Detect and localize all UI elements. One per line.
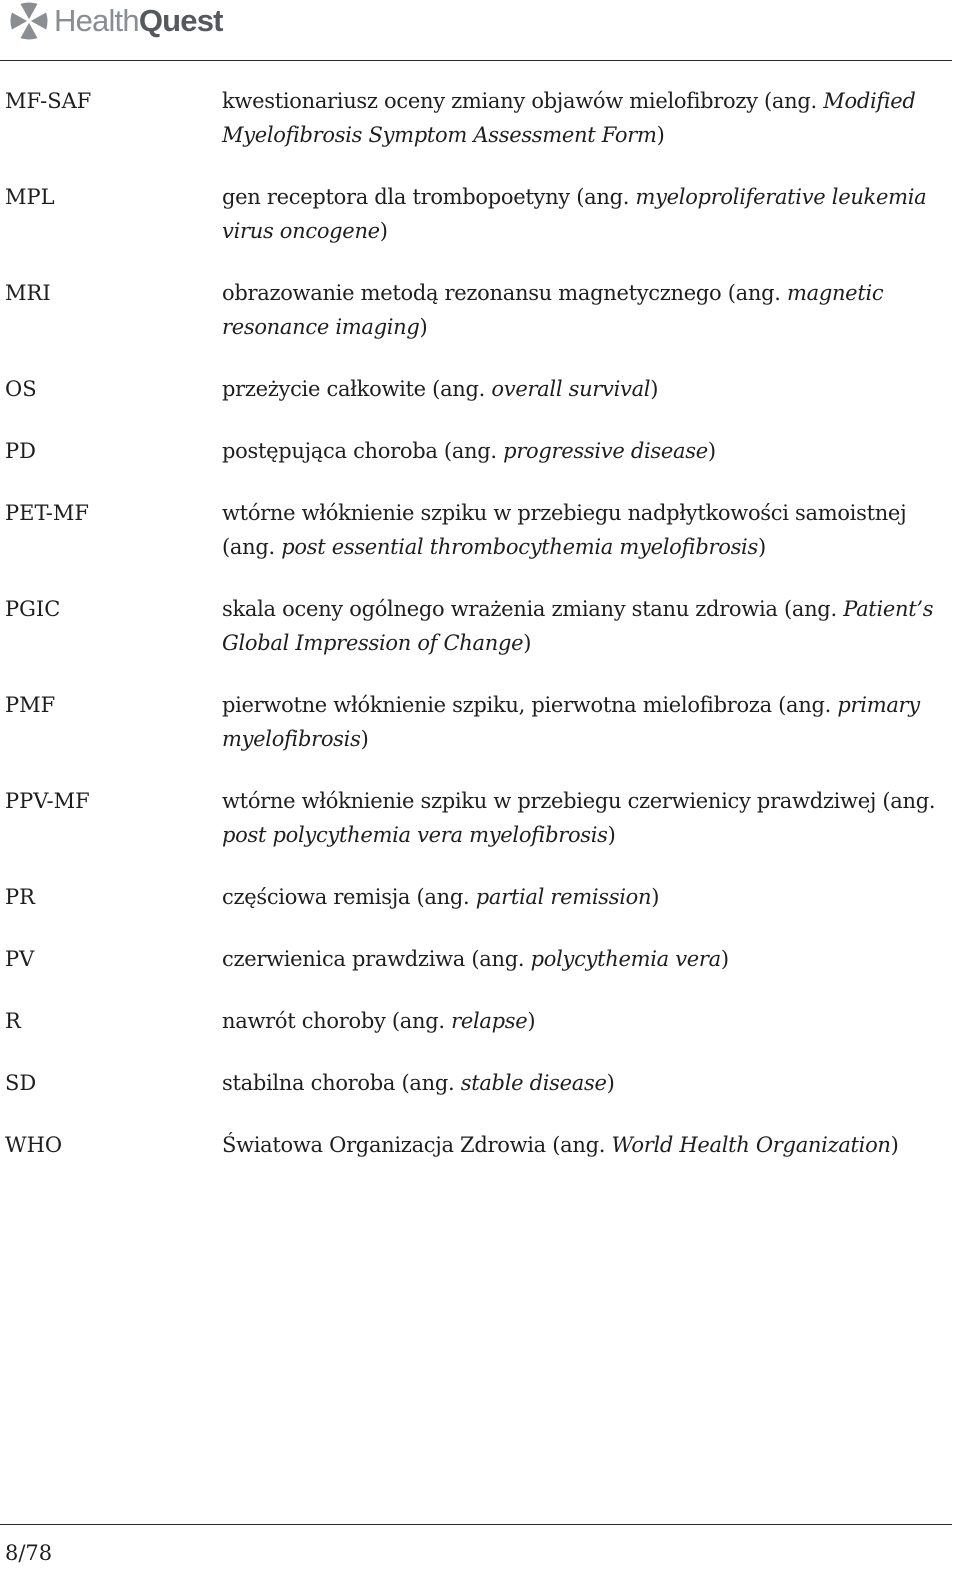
abbreviation-definition (222, 84, 940, 152)
abbreviation-row (0, 1128, 960, 1162)
definition-polish: czerwienica prawdziwa (ang. (222, 947, 531, 971)
definition-polish: przeżycie całkowite (ang. (222, 377, 492, 401)
definition-english: post essential thrombocythemia myelofibrosis (281, 535, 758, 559)
definition-polish: Światowa Organizacja Zdrowia (ang. (222, 1133, 612, 1157)
definition-english: World Health Organization (611, 1133, 891, 1157)
definition-close: ) (419, 315, 428, 339)
abbreviation-definition (222, 1128, 940, 1162)
definition-close: ) (651, 885, 660, 909)
definition-close: ) (360, 727, 369, 751)
definition-english: overall survival (491, 377, 651, 401)
abbreviation-row (0, 688, 960, 756)
abbreviation-row (0, 496, 960, 564)
abbreviation-definition (222, 688, 940, 756)
abbreviation-term: R (5, 1009, 21, 1033)
abbreviation-definition (222, 276, 940, 344)
abbreviation-row (0, 84, 960, 152)
definition-polish: skala oceny ogólnego wrażenia zmiany stanu zdrowia (ang. (222, 597, 844, 621)
definition-english: partial remission (475, 885, 652, 909)
abbreviation-term: PD (5, 439, 36, 463)
definition-polish: wtórne włóknienie szpiku w przebiegu czerwienicy prawdziwej (ang. (222, 789, 936, 813)
abbreviation-definition (222, 942, 940, 976)
definition-polish: postępująca choroba (ang. (222, 439, 504, 463)
definition-polish: stabilna choroba (ang. (222, 1071, 461, 1095)
abbreviation-row (0, 880, 960, 914)
logo-health-text: Health (54, 3, 139, 38)
abbreviation-row (0, 1004, 960, 1038)
abbreviation-term: PR (5, 885, 35, 909)
abbreviation-definition (222, 496, 940, 564)
definition-english: stable disease (460, 1071, 607, 1095)
abbreviation-row (0, 1066, 960, 1100)
logo-text (54, 2, 223, 40)
abbreviation-term: PV (5, 947, 35, 971)
definition-english: primary myelofibrosis (222, 693, 920, 751)
abbreviation-term: MPL (5, 185, 55, 209)
definition-close: ) (656, 123, 665, 147)
abbreviation-term: PPV-MF (5, 789, 90, 813)
definition-polish: kwestionariusz oceny zmiany objawów mielofibrozy (ang. (222, 89, 824, 113)
abbreviation-row (0, 276, 960, 344)
abbreviation-row (0, 592, 960, 660)
definition-english: post polycythemia vera myelofibrosis (222, 823, 608, 847)
definition-english: myeloproliferative leukemia virus oncogene (222, 185, 927, 243)
abbreviation-definition (222, 592, 940, 660)
definition-close: ) (757, 535, 766, 559)
definition-english: magnetic resonance imaging (222, 281, 884, 339)
abbreviation-row (0, 784, 960, 852)
abbreviation-term: PMF (5, 693, 56, 717)
logo-quest-text: Quest (138, 3, 223, 38)
abbreviation-term: WHO (5, 1133, 63, 1157)
abbreviation-term: MRI (5, 281, 51, 305)
footer-divider (0, 1524, 952, 1525)
abbreviation-definition (222, 180, 940, 248)
healthquest-logo (10, 2, 223, 40)
abbreviation-list (0, 84, 960, 1190)
definition-english: polycythemia vera (530, 947, 721, 971)
definition-english: relapse (451, 1009, 528, 1033)
abbreviation-row (0, 180, 960, 248)
definition-english: progressive disease (503, 439, 708, 463)
definition-english: Patient’s Global Impression of Change (222, 597, 934, 655)
definition-polish: nawrót choroby (ang. (222, 1009, 452, 1033)
definition-close: ) (523, 631, 532, 655)
definition-close: ) (607, 823, 616, 847)
definition-close: ) (650, 377, 659, 401)
definition-close: ) (707, 439, 716, 463)
abbreviation-term: SD (5, 1071, 37, 1095)
definition-polish: pierwotne włóknienie szpiku, pierwotna mielofibroza (ang. (222, 693, 838, 717)
page-header (0, 0, 960, 62)
abbreviation-term: PGIC (5, 597, 61, 621)
abbreviation-row (0, 372, 960, 406)
abbreviation-term: OS (5, 377, 37, 401)
definition-close: ) (527, 1009, 536, 1033)
definition-close: ) (379, 219, 388, 243)
abbreviation-definition (222, 1004, 940, 1038)
definition-polish: obrazowanie metodą rezonansu magnetycznego (ang. (222, 281, 787, 305)
abbreviation-term: PET-MF (5, 501, 89, 525)
definition-polish: częściowa remisja (ang. (222, 885, 476, 909)
page-number: 8/78 (5, 1541, 53, 1565)
abbreviation-definition (222, 434, 940, 468)
abbreviation-row (0, 434, 960, 468)
definition-close: ) (720, 947, 729, 971)
definition-close: ) (606, 1071, 615, 1095)
abbreviation-definition (222, 372, 940, 406)
definition-close: ) (890, 1133, 899, 1157)
definition-polish: gen receptora dla trombopoetyny (ang. (222, 185, 636, 209)
definition-english: Modified Myelofibrosis Symptom Assessment Form (222, 89, 916, 147)
abbreviation-row (0, 942, 960, 976)
definition-polish: wtórne włóknienie szpiku w przebiegu nadpłytkowości samoistnej (ang. (222, 501, 907, 559)
abbreviation-definition (222, 784, 940, 852)
header-divider (0, 60, 952, 61)
cross-logo-icon (10, 2, 48, 40)
abbreviation-definition (222, 1066, 940, 1100)
abbreviation-definition (222, 880, 940, 914)
abbreviation-term: MF-SAF (5, 89, 92, 113)
